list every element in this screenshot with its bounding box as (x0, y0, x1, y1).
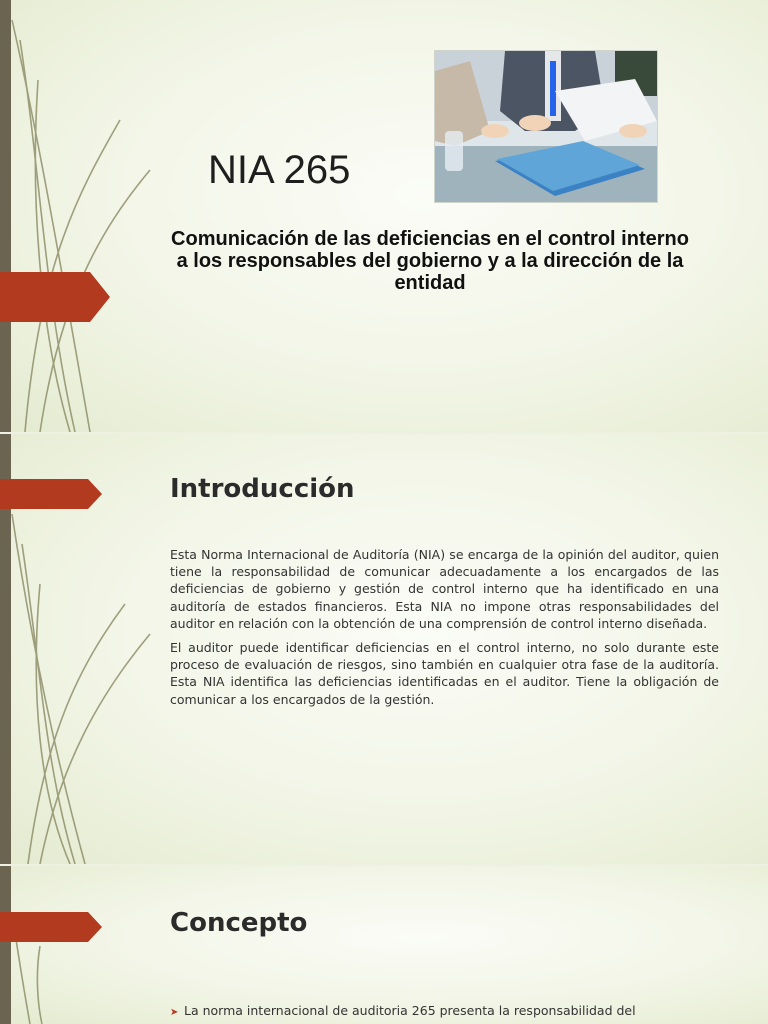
slide-introduccion (0, 434, 768, 864)
slide-marker (0, 479, 102, 509)
slide-concepto (0, 866, 768, 1024)
slide-marker (0, 272, 110, 322)
slide-title-text: NIA 265 (208, 148, 351, 192)
decorative-swirl (0, 866, 160, 1024)
meeting-photo (434, 50, 658, 203)
arrow-bullet-icon: ➤ (170, 1007, 179, 1018)
paragraph: El auditor puede identificar deficiencias en el control interno, no solo durante este proceso de evaluación de riesgos, sino también en cualquier otra fase de la auditoría. Esta NIA identifica las deficiencias identificadas en el auditor. Tiene la obligación de comunicar a los encargados de la gestión. (170, 640, 719, 707)
bullet-item (170, 1003, 719, 1018)
slide-title (0, 0, 768, 432)
paragraph: Esta Norma Internacional de Auditoría (NIA) se encarga de la opinión del auditor, quien tiene la responsabilidad de comunicar adecuadamente a los encargados de las deficiencias de gobierno y gestión de control interno que ha identificado en una auditoría de estados financieros. Esta NIA no impone otras responsabilidades del auditor en relación con la obtención de una comprensión de control interno diseñada. (170, 547, 719, 631)
section-heading: Introducción (170, 474, 355, 504)
bullet-text: La norma internacional de auditoria 265 presenta la responsabilidad del (184, 1003, 636, 1018)
slide-marker (0, 912, 102, 942)
body-text (170, 546, 719, 715)
decorative-swirl (0, 0, 160, 432)
section-heading: Concepto (170, 908, 308, 938)
slide-subtitle: Comunicación de las deficiencias en el control interno a los responsables del gobierno y a la dirección de la entidad (171, 228, 689, 294)
